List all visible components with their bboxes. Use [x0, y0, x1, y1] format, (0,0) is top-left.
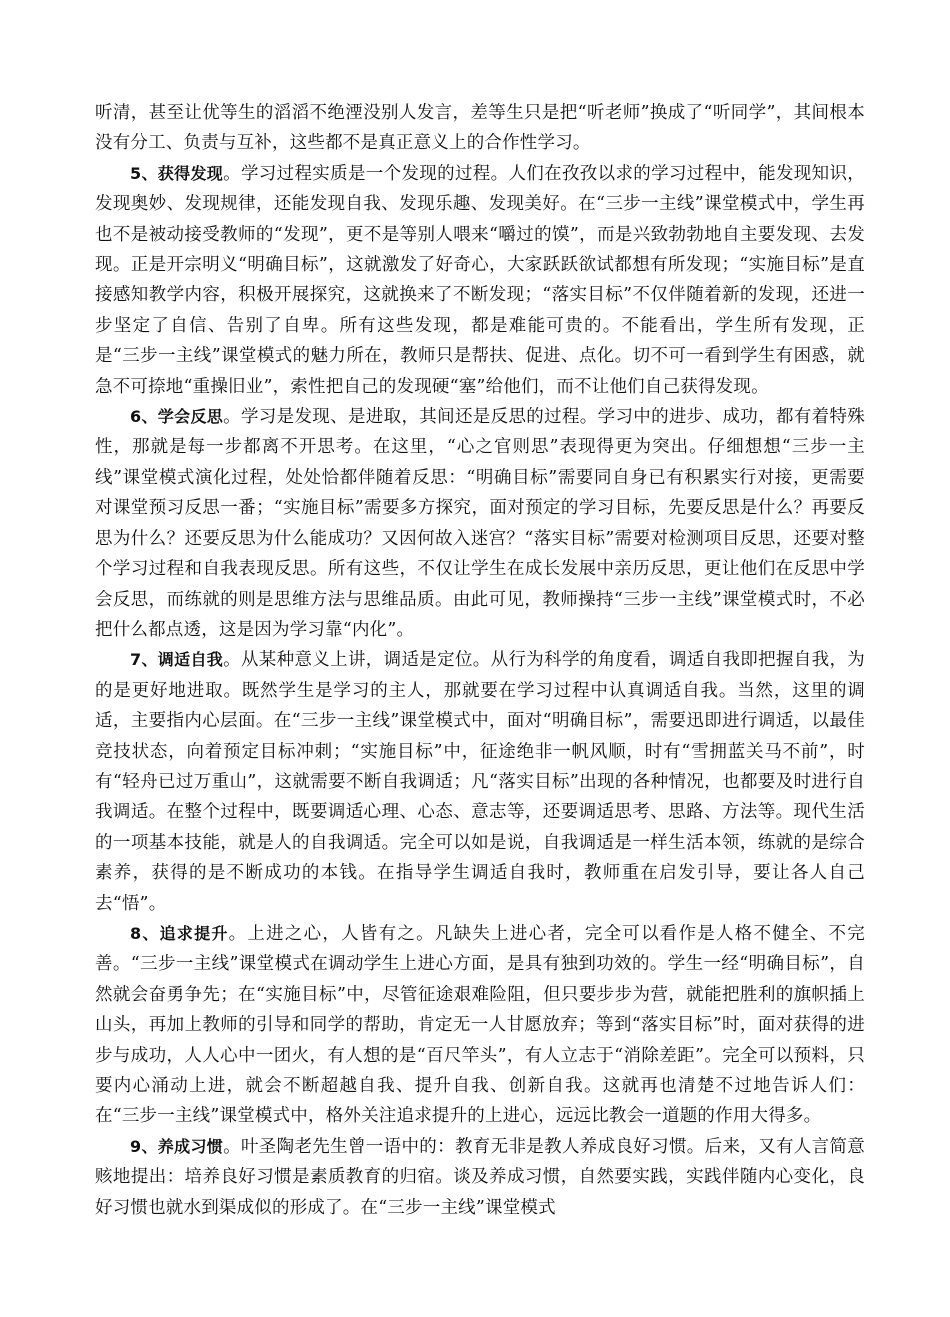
section-heading-8: 8、追求提升 — [130, 923, 229, 943]
paragraph-text: 。学习过程实质是一个发现的过程。人们在孜孜以求的学习过程中，能发现知识，发现奥妙、发现规律，还能发现自我、发现乐趣、发现美好。在“三步一主线”课堂模式中，学生再也不是被动接受教师的“发现”，更不是等别人喂来“嚼过的馍”，而是兴致勃勃地自主要发现、去发现。正是开宗明义“明确目标”，这就激发了好奇心，大家跃跃欲试都想有所发现；“实施目标”是直接感知教学内容，积极开展探究，这就换来了不断发现；“落实目标”不仅伴随着新的发现，还进一步坚定了自信、告别了自卑。所有这些发现，都是难能可贵的。不能看出，学生所有发现，正是“三步一主线”课堂模式的魅力所在，教师只是帮扶、促进、点化。切不可一看到学生有困惑，就急不可捺地“重操旧业”，索性把自己的发现硬“塞”给他们，而不让他们自己获得发现。 — [95, 163, 865, 397]
paragraph-text: 听清，甚至让优等生的滔滔不绝湮没别人发言，差等生只是把“听老师”换成了“听同学”，其间根本没有分工、负责与互补，这些都不是真正意义上的合作性学习。 — [95, 103, 865, 154]
section-heading-9: 9、养成习惯 — [130, 1136, 224, 1156]
section-heading-7: 7、调适自我 — [130, 650, 224, 670]
paragraph-continuation — [95, 98, 865, 159]
paragraph-text: 。从某种意义上讲，调适是定位。从行为科学的角度看，调适自我即把握自我，为的是更好地进取。既然学生是学习的主人，那就要在学习过程中认真调适自我。当然，这里的调适，主要指内心层面。在“三步一主线”课堂模式中，面对“明确目标”，需要迅即进行调适，以最佳竞技状态，向着预定目标冲刺；“实施目标”中，征途绝非一帆风顺，时有“雪拥蓝关马不前”，时有“轻舟已过万重山”，这就需要不断自我调适；凡“落实目标”出现的各种情况，也都要及时进行自我调适。在整个过程中，既要调适心理、心态、意志等，还要调适思考、思路、方法等。现代生活的一项基本技能，就是人的自我调适。完全可以如是说，自我调适是一样生活本领，练就的是综合素养，获得的是不断成功的本钱。在指导学生调适自我时，教师重在启发引导，要让各人自己去“悟”。 — [95, 650, 865, 914]
paragraph-6-reflection — [95, 402, 865, 645]
section-heading-6: 6、学会反思 — [130, 407, 224, 427]
document-body — [95, 98, 865, 1223]
paragraph-text: 。叶圣陶老先生曾一语中的：教育无非是教人养成良好习惯。后来，又有人言简意赅地提出：培养良好习惯是素质教育的归宿。谈及养成习惯，自然要实践，实践伴随内心变化，良好习惯也就水到渠成似的形成了。在“三步一主线”课堂模式 — [95, 1136, 865, 1218]
section-heading-5: 5、获得发现 — [130, 163, 224, 183]
paragraph-text: 。学习是发现、是进取，其间还是反思的过程。学习中的进步、成功，都有着特殊性，那就是每一步都离不开思考。在这里，“心之官则思”表现得更为突出。仔细想想“三步一主线”课堂模式演化过程，处处恰都伴随着反思：“明确目标”需要同自身已有积累实行对接，更需要对课堂预习反思一番；“实施目标”需要多方探究，面对预定的学习目标，先要反思是什么？再要反思为什么？还要反思为什么能成功？又因何故入迷宫？“落实目标”需要对检测项目反思，还要对整个学习过程和自我表现反思。所有这些，不仅让学生在成长发展中亲历反思，更让他们在反思中学会反思，而练就的则是思维方法与思维品质。由此可见，教师操持“三步一主线”课堂模式时，不必把什么都点透，这是因为学习靠“内化”。 — [95, 407, 865, 640]
paragraph-5-discovery — [95, 159, 865, 402]
paragraph-7-self-adjust — [95, 645, 865, 919]
paragraph-8-improvement — [95, 919, 865, 1132]
paragraph-text: 。上进之心，人皆有之。凡缺失上进心者，完全可以看作是人格不健全、不完善。“三步一主线”课堂模式在调动学生上进心方面，是具有独到功效的。学生一经“明确目标”，自然就会奋勇争先；在“实施目标”中，尽管征途艰难险阻，但只要步步为营，就能把胜利的旗帜插上山头，再加上教师的引导和同学的帮助，肯定无一人甘愿放弃；等到“落实目标”时，面对获得的进步与成功，人人心中一团火，有人想的是“百尺竿头”，有人立志于“消除差距”。完全可以预料，只要内心涌动上进，就会不断超越自我、提升自我、创新自我。这就再也清楚不过地告诉人们：在“三步一主线”课堂模式中，格外关注追求提升的上进心，远远比教会一道题的作用大得多。 — [95, 923, 865, 1127]
paragraph-9-habits — [95, 1132, 865, 1223]
